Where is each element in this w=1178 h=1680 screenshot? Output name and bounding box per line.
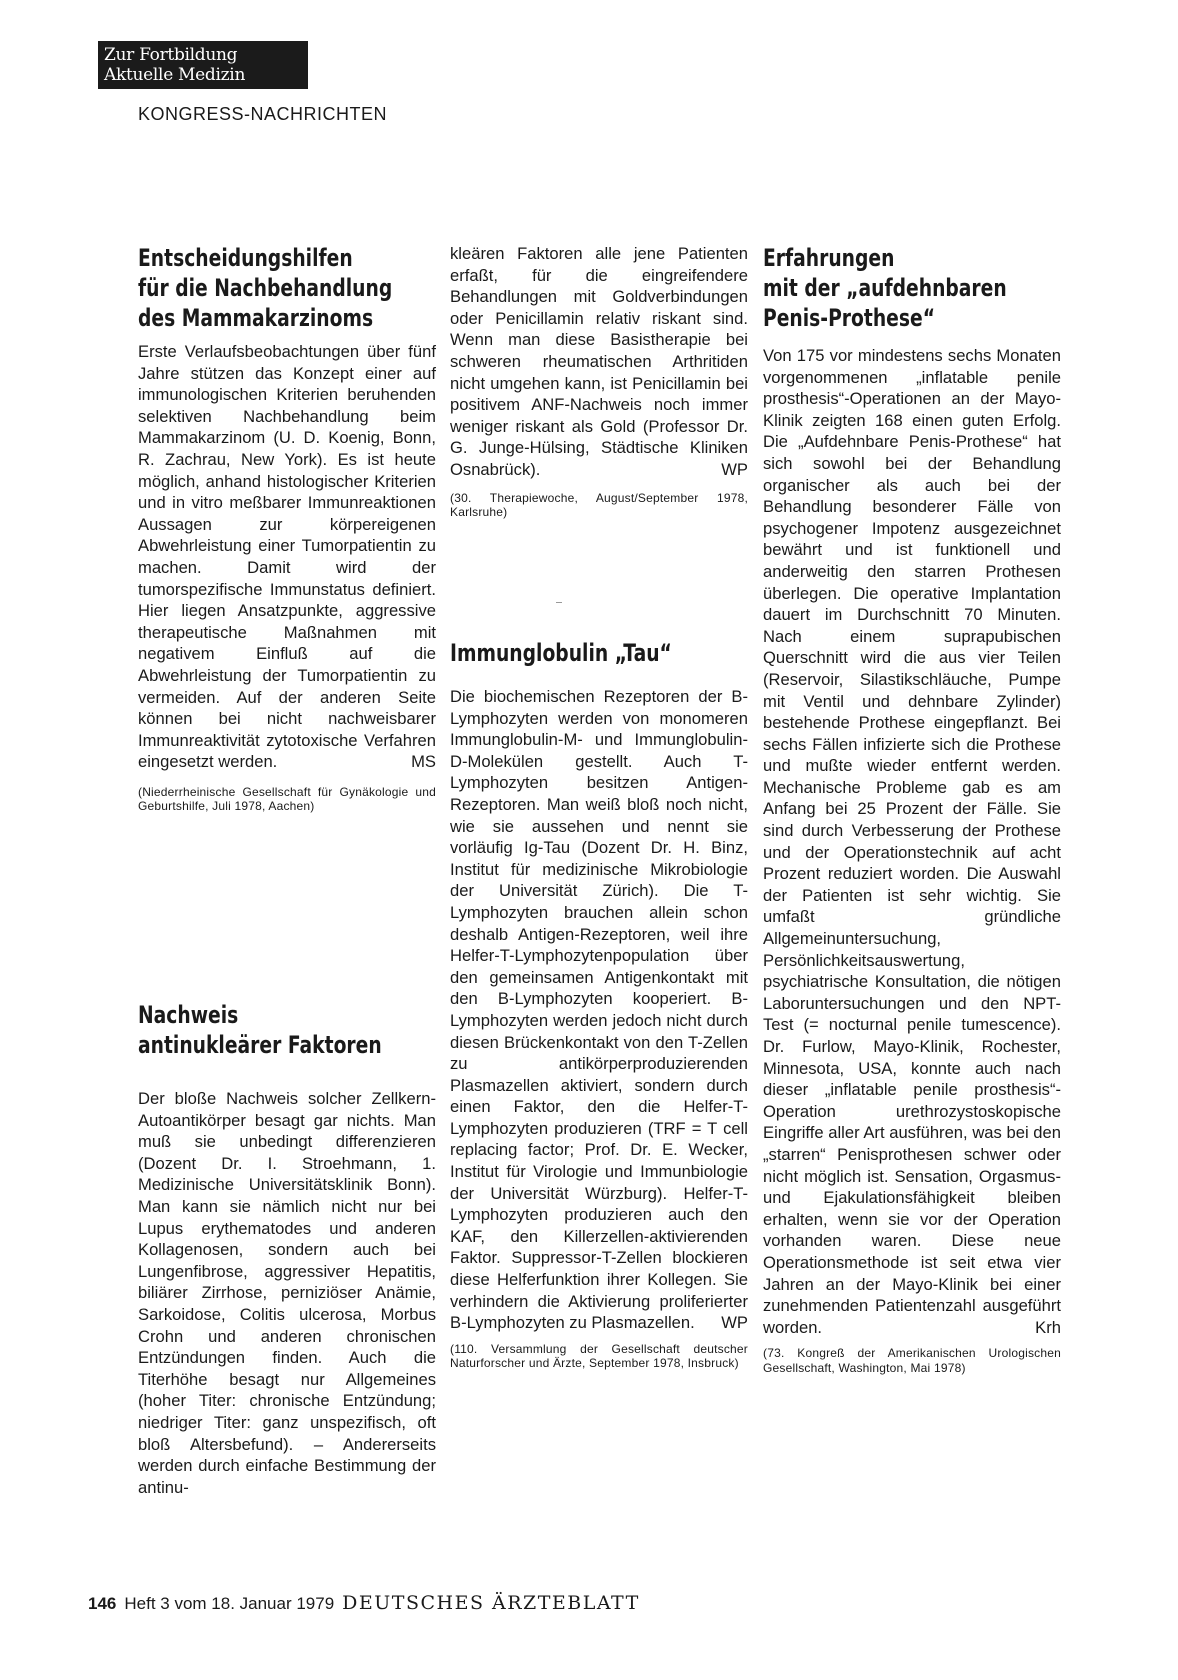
article-3-title-line: Immunglobulin „Tau“ bbox=[450, 639, 672, 667]
article-3-source: (110. Versammlung der Gesellschaft deutscher Naturforscher und Ärzte, September 1978, Insbruck) bbox=[450, 1341, 748, 1371]
article-4-text: Von 175 vor mindestens sechs Monaten vorgenommenen „inflatable penile prosthesis“-Operationen an der Mayo-Klinik zeigten 168 einen guten Erfolg. Die „Aufdehnbare Penis-Prothese“ hat sich sowohl bei der Behandlung organischer als auch bei der Behandlung besonderer Fälle von psychogener Impotenz ausgezeichnet bewährt und ist funktionell und anderweitig den starren Prothesen überlegen. Die operative Implantation dauert im Durchschnitt 70 Minuten. Nach einem suprapubischen Querschnitt wird die aus vier Teilen (Reservoir, Silastikschläuche, Pumpe mit Ventil und dehnbare Zylinder) bestehende Prothese eingepflanzt. Bei sechs Fällen infizierte sich die Prothese und mußte wieder entfernt werden. Mechanische Probleme gab es am Anfang bei 25 Prozent der Fälle. Sie sind durch Verbesserung der Prothese und der Operationstechnik auf acht Prozent reduziert worden. Die Auswahl der Patienten ist sehr wichtig. Sie umfaßt gründliche Allgemeinuntersuchung, Persönlichkeitsauswertung, psychiatrische Konsultation, die nötigen Laboruntersuchungen und den NPT-Test (= nocturnal penile tumescence). Dr. Furlow, Mayo-Klinik, Rochester, Minnesota, USA, konnte auch nach dieser „inflatable penile prosthesis“-Operation urethrozystoskopische Eingriffe aller Art ausführen, was bei den „starren“ Penisprothesen schwer oder nicht möglich ist. Sensation, Orgasmus- und Ejakulationsfähigkeit bleiben erhalten, wenn sie vor der Operation vorhanden waren. Diese neue Operationsmethode ist seit etwa vier Jahren an der Mayo-Klinik bei einer zunehmenden Patientenzahl ausgeführt worden. bbox=[763, 346, 1061, 1337]
section-label: KONGRESS-NACHRICHTEN bbox=[138, 104, 388, 124]
column-3 bbox=[763, 243, 1061, 1375]
article-1-title bbox=[138, 243, 436, 341]
page-footer bbox=[88, 1592, 640, 1614]
issue-info: Heft 3 vom 18. Januar 1979 bbox=[124, 1594, 335, 1613]
article-4-signature: Krh bbox=[1035, 1317, 1061, 1337]
journal-name: DEUTSCHES ÄRZTEBLATT bbox=[342, 1592, 640, 1614]
article-4-title-line: Penis-Prothese“ bbox=[763, 304, 936, 332]
article-2-title bbox=[138, 1000, 436, 1088]
article-4-body bbox=[763, 345, 1061, 1338]
article-2-signature: WP bbox=[721, 459, 748, 479]
article-2-title-line: Nachweis bbox=[138, 1001, 239, 1029]
article-3-text: Die biochemischen Rezeptoren der B-Lymphozyten werden von monomeren Immunglobulin-M- und Immunglobulin-D-Molekülen gestellt. Auch T-Lymphozyten besitzen Antigen-Rezeptoren. Man weiß bloß noch nicht, wie sie aussehen und nennt sie vorläufig Ig-Tau (Dozent Dr. H. Binz, Institut für medizinische Mikrobiologie der Universität Zürich). Die T-Lymphozyten brauchen allein schon deshalb Antigen-Rezeptoren, weil ihre Helfer-T-Lymphozytenpopulation über den gemeinsamen Antigenkontakt mit den B-Lymphozyten kooperiert. B-Lymphozyten werden jedoch nicht durch diesen Brückenkontakt von den T-Zellen zu antikörperproduzierenden Plasmazellen aktiviert, sondern durch einen Faktor, den die Helfer-T-Lymphozyten produzieren (TRF = T cell replacing factor; Prof. Dr. E. Wecker, Institut für Virologie und Immunbiologie der Universität Würzburg). Helfer-T-Lymphozyten produzieren auch den KAF, den Killerzellen-aktivierenden Faktor. Suppressor-T-Zellen blockieren diese Helferfunktion ihrer Kollegen. Sie verhindern die Aktivierung proliferierter B-Lymphozyten zu Plasmazellen. bbox=[450, 687, 748, 1333]
badge-line-1: Zur Fortbildung bbox=[104, 45, 238, 65]
column-1 bbox=[138, 243, 436, 814]
article-1-signature: MS bbox=[411, 752, 436, 772]
article-1-text: Erste Verlaufsbeobachtungen über fünf Jahre stützen das Konzept einer auf immunologischen Kriterien beruhenden selektiven Nachbehandlung beim Mammakarzinom (U. D. Koenig, Bonn, R. Zachrau, New York). Es ist heute möglich, anhand histologischer Kriterien und in vitro meßbarer Immunreaktionen Aussagen zur körpereigenen Abwehrleistung einer Tumorpatientin zu machen. Damit wird der tumorspezifische Immunstatus definiert. Hier liegen Ansatzpunkte, aggressive therapeutische Maßnahmen mit negativem Einfluß auf die Abwehrleistung der Tumorpatientin zu vermeiden. Auf der anderen Seite können bei nicht nachweisbarer Immunreaktivität zytotoxische Verfahren eingesetzt werden. bbox=[138, 342, 436, 772]
article-3 bbox=[450, 638, 748, 1371]
article-2-text: kleären Faktoren alle jene Patienten erfaßt, für die eingreifendere Behandlungen mit Goldverbindungen oder Penicillamin relativ riskant sind. Wenn man diese Basistherapie bei schweren rheumatischen Arthritiden nicht umgehen kann, ist Penicillamin bei positivem ANF-Nachweis noch immer weniger riskant als Gold (Professor Dr. G. Junge-Hülsing, Städtische Kliniken Osnabrück). bbox=[450, 244, 748, 479]
article-4-title-line: mit der „aufdehnbaren bbox=[763, 274, 1007, 302]
article-2-body-part-1: Der bloße Nachweis solcher Zellkern-Autoantikörper besagt gar nichts. Man muß sie unbedingt differenzieren (Dozent Dr. I. Stroehmann, 1. Medizinische Universitätsklinik Bonn). Man kann sie nämlich nicht nur bei Lupus erythematodes und anderen Kollagenosen, sondern auch bei Lungenfibrose, aggressiver Hepatitis, biliärer Zirrhose, perniziöser Anämie, Sarkoidose, Colitis ulcerosa, Morbus Crohn und anderen chronischen Entzündungen finden. Auch die Titerhöhe besagt nur Allgemeines (hoher Titer: chronische Entzündung; niedriger Titer: ganz unspezifisch, oft bloß Altersbefund). – Andererseits werden durch einfache Bestimmung der antinu- bbox=[138, 1089, 436, 1497]
article-1-title-line: für die Nachbehandlung bbox=[138, 274, 393, 302]
article-1-body bbox=[138, 341, 436, 773]
article-2-source: (30. Therapiewoche, August/September 1978, Karlsruhe) bbox=[450, 490, 748, 520]
article-1-title-line: Entscheidungshilfen bbox=[138, 244, 353, 272]
column-2 bbox=[450, 243, 748, 520]
section-badge bbox=[98, 41, 308, 89]
article-3-title bbox=[450, 638, 748, 686]
article-2-body-part-2 bbox=[450, 243, 748, 481]
article-2-title-line: antinukleärer Faktoren bbox=[138, 1031, 382, 1059]
article-4-title-line: Erfahrungen bbox=[763, 244, 895, 272]
article-3-body bbox=[450, 686, 748, 1334]
article-1-source: (Niederrheinische Gesellschaft für Gynäkologie und Geburtshilfe, Juli 1978, Aachen) bbox=[138, 784, 436, 814]
page-number: 146 bbox=[88, 1594, 117, 1613]
article-3-signature: WP bbox=[721, 1313, 748, 1333]
article-4-source: (73. Kongreß der Amerikanischen Urologischen Gesellschaft, Washington, Mai 1978) bbox=[763, 1346, 1061, 1375]
badge-line-2: Aktuelle Medizin bbox=[104, 65, 246, 85]
article-2-start bbox=[138, 1000, 436, 1498]
article-1-title-line: des Mammakarzinoms bbox=[138, 304, 374, 332]
separator-mark bbox=[556, 602, 562, 603]
article-4-title bbox=[763, 243, 1061, 345]
